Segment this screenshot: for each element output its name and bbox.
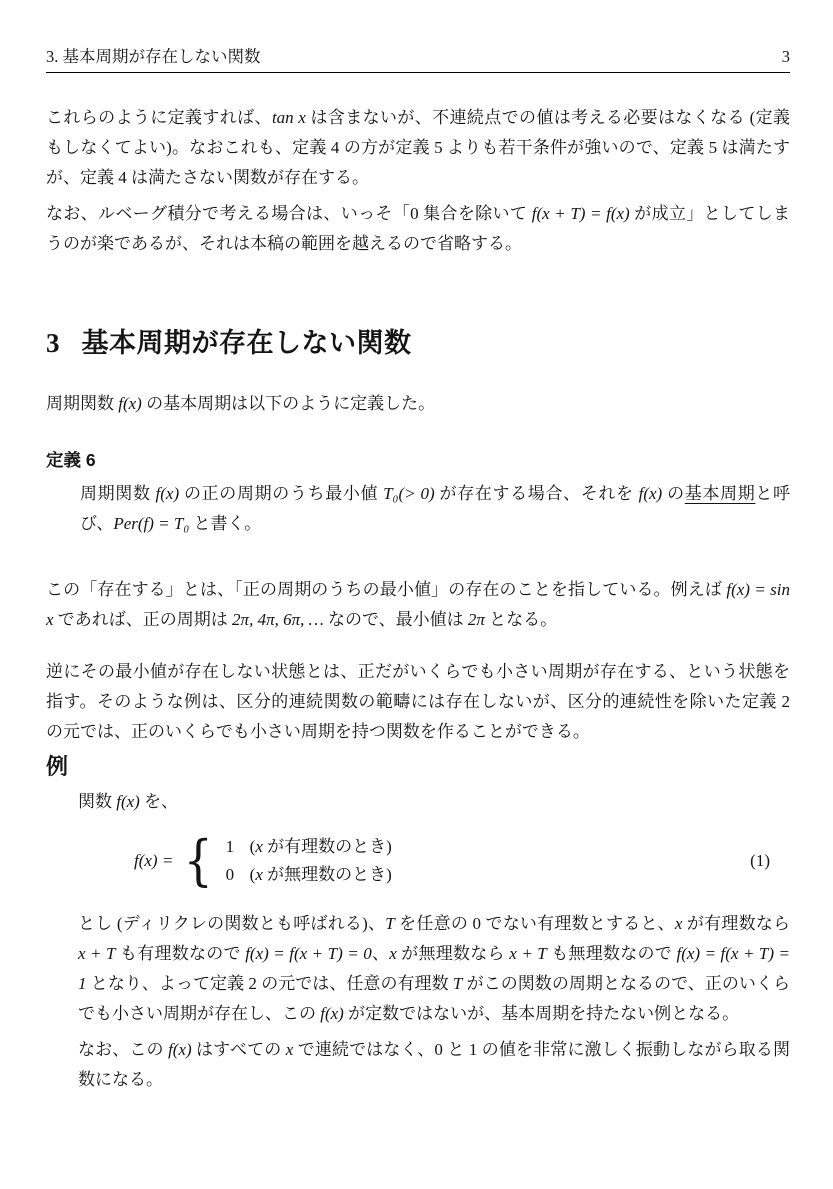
definition-body: 周期関数 f(x) の正の周期のうち最小値 T₀(> 0) が存在する場合、それを f(x) の基本周期と呼び、Per(f) = T₀ と書く。	[80, 484, 791, 533]
example-heading: 例	[46, 754, 69, 779]
definition-label: 定義 6	[46, 450, 96, 470]
equation-lhs: f(x) =	[134, 851, 174, 870]
case-value: 0	[225, 865, 235, 884]
equation-number: (1)	[750, 851, 770, 870]
paragraph-dirichlet: とし (ディリクレの関数とも呼ばれる)、T を任意の 0 でない有理数とすると、x が有理数なら x + T も有理数なので f(x) = f(x + T) = 0、x が無理数なら x + T も無理数なので f(x) = f(x + T) = 1 となり、よって定義 2 の元では、任意の有理数 T がこの関数の周期となるので、正のいくらでも小さい周期が存在し、この f(x) が定数ではないが、基本周期を持たない例となる。	[78, 914, 791, 1023]
equation-cases	[226, 833, 392, 889]
running-header-title: 3. 基本周期が存在しない関数	[46, 47, 261, 66]
case-condition: (x が有理数のとき)	[249, 837, 392, 856]
paragraph-oscillation-note: なお、この f(x) はすべての x で連続ではなく、0 と 1 の値を非常に激しく振動しながら取る関数になる。	[78, 1040, 790, 1089]
paragraph-definition-intro: 周期関数 f(x) の基本周期は以下のように定義した。	[46, 394, 436, 413]
case-row-rational	[226, 833, 392, 861]
page-number: 3	[781, 47, 790, 66]
paragraph-no-minimum: 逆にその最小値が存在しない状態とは、正だがいくらでも小さい周期が存在する、という状態を指す。そのような例は、区分的連続関数の範疇には存在しないが、区分的連続性を除いた定義 2 の元では、正のいくらでも小さい周期を持つ関数を作ることができる。	[46, 662, 790, 741]
page-header	[46, 46, 790, 73]
section-title: 基本周期が存在しない関数	[81, 328, 412, 358]
section-heading	[46, 325, 790, 361]
case-row-irrational	[226, 861, 392, 889]
case-condition: (x が無理数のとき)	[249, 865, 392, 884]
case-value: 1	[225, 837, 235, 856]
paragraph-lebesgue-note: なお、ルベーグ積分で考える場合は、いっそ「0 集合を除いて f(x + T) = f(x) が成立」としてしまうのが楽であるが、それは本稿の範囲を越えるので省略する。	[46, 204, 791, 253]
equation-1	[134, 829, 790, 892]
example-intro: 関数 f(x) を、	[78, 792, 179, 811]
cases-brace: {	[183, 829, 214, 892]
paragraph-existence-meaning: この「存在する」とは、「正の周期のうちの最小値」の存在のことを指している。例えば f(x) = sin x であれば、正の周期は 2π, 4π, 6π, … なので、最小値は 2π となる。	[46, 580, 791, 629]
definition-block	[46, 445, 790, 539]
section-number: 3	[46, 328, 60, 358]
paragraph-tan-note: これらのように定義すれば、tan x は含まないが、不連続点での値は考える必要はなくなる (定義もしなくてよい)。なおこれも、定義 4 の方が定義 5 よりも若干条件が強いので、定義 5 は満たすが、定義 4 は満たさない関数が存在する。	[46, 108, 790, 187]
